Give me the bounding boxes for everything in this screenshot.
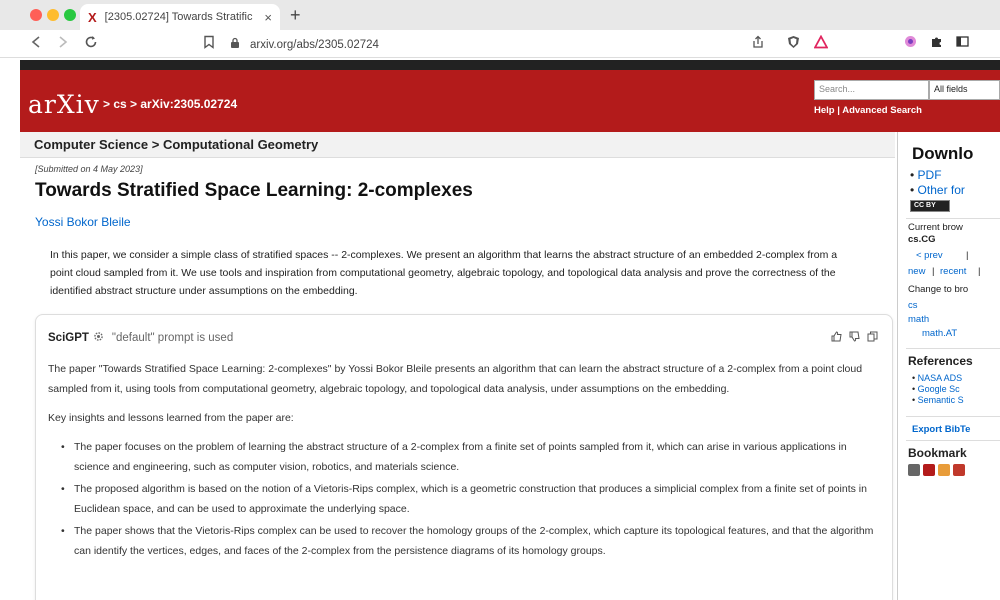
scigpt-body [48,359,882,563]
change-browse-label: Change to bro [908,284,969,295]
arxiv-logo[interactable]: arXiv [28,90,100,119]
download-list [910,168,965,198]
insights-heading: Key insights and lessons learned from the paper are: [48,412,294,424]
divider [906,440,1000,441]
browser-tab-bar [0,0,1000,30]
insights-list [48,437,882,561]
citeulike-icon[interactable] [908,464,920,476]
brave-shield-icon[interactable] [787,35,800,52]
address-bar [0,30,1000,58]
header-breadcrumb[interactable]: > cs > arXiv:2305.02724 [103,97,238,111]
search-field-select[interactable]: All fields [929,80,1000,100]
paper-title: Towards Stratified Space Learning: 2-complexes [35,180,473,201]
google-scholar-link[interactable]: • Google Sc [912,384,964,395]
close-window-icon[interactable] [30,9,42,21]
header-links [814,105,922,116]
mendeley-icon[interactable] [938,464,950,476]
url-text: arxiv.org/abs/2305.02724 [250,39,379,51]
category-link-math-at[interactable]: math.AT [922,328,958,339]
reddit-icon[interactable] [953,464,965,476]
scigpt-actions [827,331,878,345]
paper-abstract: In this paper, we consider a simple class of stratified spaces -- 2-complexes. We present an algorithm that learns the abstract structure of an embedded 2-complex from a point cloud sampled from it. We use tools and inspiration from computational geometry, algebraic topology, and topological data analysis and prove the correctness of the identified abstract structure under assumptions on the embedding. [50,249,838,297]
author-link[interactable]: Yossi Bokor Bleile [35,215,131,229]
other-formats-link[interactable]: • Other for [910,183,965,198]
reload-icon[interactable] [84,35,98,52]
scigpt-summary: The paper "Towards Stratified Space Learning: 2-complexes" by Yossi Bokor Bleile presents an algorithm that can learn the abstract structure of a 2-complex from a point cloud sampled from it, using tools from computational geometry, algebraic topology, and topological data analysis, under assumptions on the embedding. [48,363,863,395]
license-badge[interactable]: CC BY [910,200,950,212]
pdf-link[interactable]: • PDF [910,168,965,183]
current-browse-label: Current brow [908,222,963,233]
maximize-window-icon[interactable] [64,9,76,21]
pipe-separator: | [978,266,981,277]
forward-icon[interactable] [57,35,69,52]
references-heading: References [908,354,973,368]
brave-rewards-icon[interactable] [814,35,828,52]
bookmark-icons [908,464,965,476]
subject-breadcrumb[interactable]: Computer Science > Computational Geometry [20,132,895,158]
tab-close-icon[interactable]: × [264,9,272,25]
header-link-separator: | [837,105,840,116]
top-strip [20,60,1000,70]
sidebar-icon[interactable] [956,35,969,51]
share-icon[interactable] [752,35,764,52]
url-field[interactable] [230,36,790,54]
bibsonomy-icon[interactable] [923,464,935,476]
thumbs-up-icon[interactable] [831,333,845,345]
current-category: cs.CG [908,234,936,245]
divider [906,348,1000,349]
export-bibtex-link[interactable]: Export BibTe [912,424,971,435]
copy-icon[interactable] [867,333,878,345]
list-item: • The proposed algorithm is based on the notion of a Vietoris-Rips complex, which is a geometric construction that produces a simplicial complex from a finite set of points in Euclidean space, and can be used to approximate the underlying space. [48,479,882,519]
scigpt-card [35,314,893,600]
search-input[interactable]: Search... [814,80,929,100]
new-tab-icon[interactable]: + [290,5,301,25]
divider [906,218,1000,219]
advanced-search-link[interactable]: Advanced Search [842,105,922,116]
prompt-note: "default" prompt is used [111,332,234,344]
pipe-separator: | [966,250,969,261]
tab-title: [2305.02724] Towards Stratific [104,11,253,23]
thumbs-down-icon[interactable] [849,333,863,345]
browser-tab[interactable] [80,4,280,30]
gear-icon[interactable] [93,331,104,345]
minimize-window-icon[interactable] [47,9,59,21]
bookmark-icon[interactable] [203,35,215,52]
back-icon[interactable] [30,35,42,52]
list-item: • The paper shows that the Vietoris-Rips complex can be used to recover the homology groups of the 2-complex, which capture its topological features, and that the algorithm can identify the vertices, edges, and faces of the 2-complex from the persistence diagrams of its homology groups. [48,521,882,561]
nasa-ads-link[interactable]: • NASA ADS [912,373,964,384]
references-list [912,373,964,406]
submission-date: [Submitted on 4 May 2023] [35,164,143,174]
right-sidebar [897,132,1000,600]
new-link[interactable]: new [908,266,926,277]
scigpt-brand: SciGPT [48,332,89,344]
list-item: • The paper focuses on the problem of learning the abstract structure of a 2-complex from a finite set of points sampled from it, which can arise in various applications in science and engineering, such as computer vision, robotics, and materials science. [48,437,882,477]
recent-link[interactable]: recent [940,266,967,277]
category-link-math[interactable]: math [908,314,930,325]
extension-icon[interactable] [904,35,917,51]
scigpt-header [48,331,233,345]
divider [906,416,1000,417]
semantic-scholar-link[interactable]: • Semantic S [912,395,964,406]
category-link-cs[interactable]: cs [908,300,918,311]
pipe-separator: | [932,266,935,277]
prev-link[interactable]: < prev [916,250,943,261]
help-link[interactable]: Help [814,105,835,116]
lock-icon [230,36,240,54]
arxiv-header [20,70,1000,132]
download-heading: Downlo [912,144,974,163]
bookmark-heading: Bookmark [908,446,967,460]
puzzle-icon[interactable] [930,35,943,51]
arxiv-favicon-icon: X [88,9,97,25]
